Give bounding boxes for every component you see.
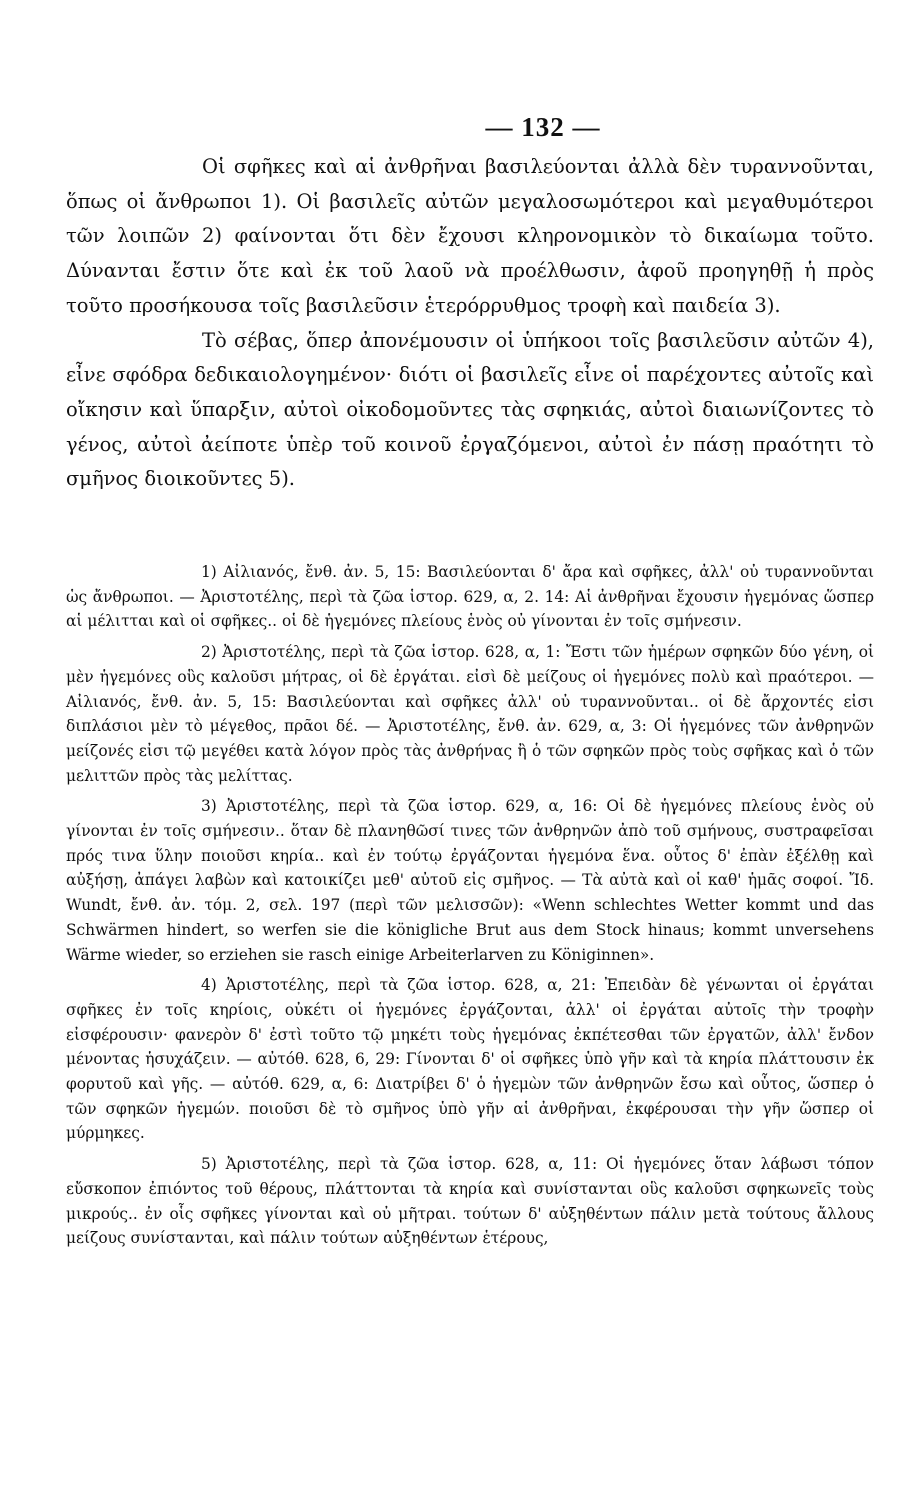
footnote-2: 2) Ἀριστοτέλης, περὶ τὰ ζῶα ἱστορ. 628, α, 1: Ἔστι τῶν ἡμέρων σφηκῶν δύο γένη, οἱ μὲν ἡγεμόνες οὓς καλοῦσι μήτρας, οἱ δὲ ἐργάται. εἰσὶ δὲ μείζους οἱ ἡγεμόνες πολὺ καὶ πραότεροι. — Αἰλιανός, ἔνθ. ἀν. 5, 15: Βασιλεύονται καὶ σφῆκες ἀλλ' οὐ τυραννοῦνται.. οἱ δὲ ἄρχοντές εἰσι διπλάσιοι μὲν τὸ μέγεθος, πρᾶοι δέ. — Ἀριστοτέλης, ἔνθ. ἀν. 629, α, 3: Οἱ ἡγεμόνες τῶν ἀνθρηνῶν μείζονές εἰσι τῷ μεγέθει κατὰ λόγον πρὸς τὰς ἀνθρήνας ἢ ὁ τῶν σφηκῶν πρὸς τοὺς σφῆκας καὶ ὁ τῶν μελιττῶν πρὸς τὰς μελίττας.: [66, 643, 874, 785]
footnote-3: 3) Ἀριστοτέλης, περὶ τὰ ζῶα ἱστορ. 629, α, 16: Οἱ δὲ ἡγεμόνες πλείους ἑνὸς οὐ γίνονται ἐν τοῖς σμήνεσιν.. ὅταν δὲ πλανηθῶσί τινες τῶν ἀνθρηνῶν ἀπὸ τοῦ σμήνους, συστραφεῖσαι πρός τινα ὕλην ποιοῦσι κηρία.. καὶ ἐν τούτῳ ἐργάζονται ἡγεμόνα ἕνα. οὗτος δ' ἐπὰν ἐξέλθῃ καὶ αὐξήσῃ, ἀπάγει λαβὼν καὶ κατοικίζει μεθ' αὐτοῦ εἰς σμῆνος. — Τὰ αὐτὰ καὶ οἱ καθ' ἡμᾶς σοφοί. Ἴδ. Wundt, ἔνθ. ἀν. τόμ. 2, σελ. 197 (περὶ τῶν μελισσῶν): «Wenn schlechtes Wetter kommt und das Schwärmen hindert, so werfen sie die königliche Brut aus dem Stock hinaus; kommt unversehens Wärme wieder, so erziehen sie rasch einige Arbeiterlarven zu Königinnen».: [66, 797, 874, 964]
footnote-5: 5) Ἀριστοτέλης, περὶ τὰ ζῶα ἱστορ. 628, α, 11: Οἱ ἡγεμόνες ὅταν λάβωσι τόπον εὔσκοπον ἐπιόντος τοῦ θέρους, πλάττονται τὰ κηρία καὶ συνίστανται οὓς καλοῦσι σφηκωνεῖς τοὺς μικρούς.. ἐν οἷς σφῆκες γίνονται καὶ οὐ μῆτραι. τούτων δ' αὐξηθέντων πάλιν μετὰ τούτους ἄλλους μείζους συνίστανται, καὶ πάλιν τούτων αὐξηθέντων ἑτέρους,: [66, 1155, 874, 1248]
main-text: [66, 150, 874, 497]
page-number: — 132 —: [485, 112, 601, 142]
footnote-4: 4) Ἀριστοτέλης, περὶ τὰ ζῶα ἱστορ. 628, α, 21: Ἐπειδὰν δὲ γένωνται οἱ ἐργάται σφῆκες ἐν τοῖς κηρίοις, οὐκέτι οἱ ἡγεμόνες ἐργάζονται, ἀλλ' οἱ ἐργάται αὐτοῖς τὴν τροφὴν εἰσφέρουσιν· φανερὸν δ' ἐστὶ τοῦτο τῷ μηκέτι τοὺς ἡγεμόνας ἐκπέτεσθαι τῶν ἐργατῶν, ἀλλ' ἔνδον μένοντας ἡσυχάζειν. — αὐτόθ. 628, 6, 29: Γίνονται δ' οἱ σφῆκες ὑπὸ γῆν καὶ τὰ κηρία πλάττουσιν ἐκ φορυτοῦ καὶ γῆς. — αὐτόθ. 629, α, 6: Διατρίβει δ' ὁ ἡγεμὼν τῶν ἀνθρηνῶν ἔσω καὶ οὗτος, ὥσπερ ὁ τῶν σφηκῶν ἡγεμών. ποιοῦσι δὲ τὸ σμῆνος ὑπὸ γῆν αἱ ἀνθρῆναι, ἐκφέρουσαι τὴν γῆν ὥσπερ οἱ μύρμηκες.: [66, 976, 874, 1143]
footnotes: [66, 560, 874, 1251]
paragraph-1: Οἱ σφῆκες καὶ αἱ ἀνθρῆναι βασιλεύονται ἀλλὰ δὲν τυραννοῦνται, ὅπως οἱ ἄνθρωποι 1). Οἱ βασιλεῖς αὐτῶν μεγαλοσωμότεροι καὶ μεγαθυμότεροι τῶν λοιπῶν 2) φαίνονται ὅτι δὲν ἔχουσι κληρονομικὸν τὸ δικαίωμα τοῦτο. Δύνανται ἔστιν ὅτε καὶ ἐκ τοῦ λαοῦ νὰ προέλθωσιν, ἀφοῦ προηγηθῇ ἡ πρὸς τοῦτο προσήκουσα τοῖς βασιλεῦσιν ἑτερόρρυθμος τροφὴ καὶ παιδεία 3).: [66, 155, 874, 317]
footnote-1: 1) Αἰλιανός, ἔνθ. ἀν. 5, 15: Βασιλεύονται δ' ἄρα καὶ σφῆκες, ἀλλ' οὐ τυραννοῦνται ὡς ἄνθρωποι. — Ἀριστοτέλης, περὶ τὰ ζῶα ἱστορ. 629, α, 2. 14: Αἱ ἀνθρῆναι ἔχουσιν ἡγεμόνας ὥσπερ αἱ μέλιτται καὶ οἱ σφῆκες.. οἱ δὲ ἡγεμόνες πλείους ἑνὸς οὐ γίνονται ἐν τοῖς σμήνεσιν.: [66, 563, 874, 631]
paragraph-2: Τὸ σέβας, ὅπερ ἀπονέμουσιν οἱ ὑπήκοοι τοῖς βασιλεῦσιν αὐτῶν 4), εἶνε σφόδρα δεδικαιολογημένον· διότι οἱ βασιλεῖς εἶνε οἱ παρέχοντες αὐτοῖς καὶ οἴκησιν καὶ ὕπαρξιν, αὐτοὶ οἰκοδομοῦντες τὰς σφηκιάς, αὐτοὶ διαιωνίζοντες τὸ γένος, αὐτοὶ ἀείποτε ὑπὲρ τοῦ κοινοῦ ἐργαζόμενοι, αὐτοὶ ἐν πάσῃ πραότητι τὸ σμῆνος διοικοῦντες 5).: [66, 328, 874, 491]
